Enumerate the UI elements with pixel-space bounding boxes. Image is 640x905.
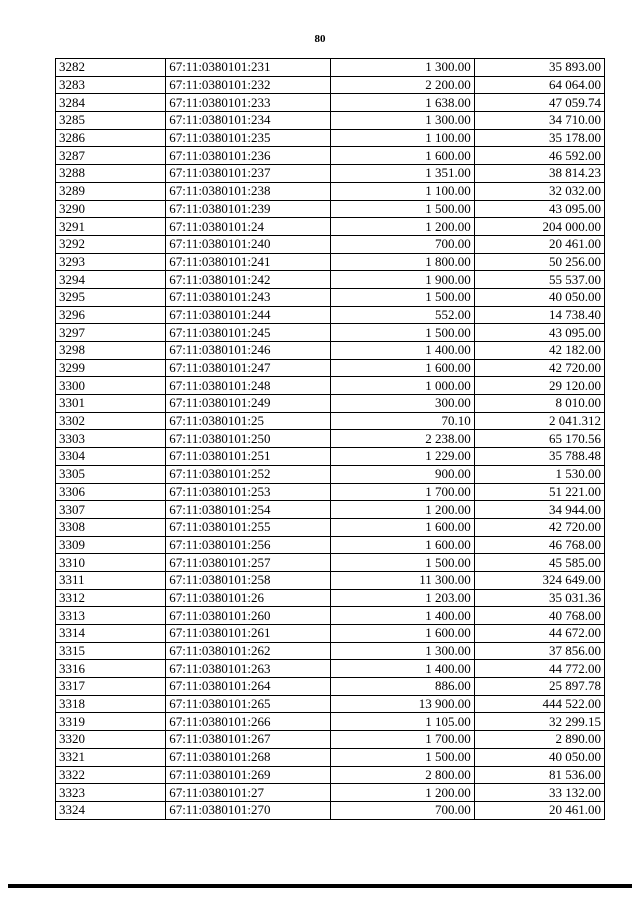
table-row	[56, 642, 605, 660]
value-cell: 2 890.00	[474, 731, 604, 749]
value-cell: 35 788.48	[474, 448, 604, 466]
row-number-cell: 3282	[56, 59, 166, 77]
table-row	[56, 76, 605, 94]
table-body	[56, 59, 605, 820]
table-row	[56, 94, 605, 112]
bottom-rule	[8, 884, 632, 888]
table-row	[56, 182, 605, 200]
value-cell: 33 132.00	[474, 784, 604, 802]
value-cell: 2 041.312	[474, 412, 604, 430]
table-row	[56, 766, 605, 784]
area-cell: 300.00	[331, 395, 474, 413]
row-number-cell: 3292	[56, 235, 166, 253]
table-row	[56, 784, 605, 802]
row-number-cell: 3294	[56, 271, 166, 289]
table-row	[56, 271, 605, 289]
area-cell: 1 600.00	[331, 536, 474, 554]
area-cell: 1 105.00	[331, 713, 474, 731]
area-cell: 1 400.00	[331, 607, 474, 625]
area-cell: 1 100.00	[331, 182, 474, 200]
value-cell: 42 720.00	[474, 359, 604, 377]
table-row	[56, 412, 605, 430]
table-row	[56, 430, 605, 448]
row-number-cell: 3315	[56, 642, 166, 660]
cadastral-number-cell: 67:11:0380101:241	[166, 253, 331, 271]
cadastral-number-cell: 67:11:0380101:256	[166, 536, 331, 554]
cadastral-number-cell: 67:11:0380101:249	[166, 395, 331, 413]
area-cell: 1 600.00	[331, 625, 474, 643]
table-row	[56, 324, 605, 342]
cadastral-number-cell: 67:11:0380101:268	[166, 748, 331, 766]
value-cell: 32 299.15	[474, 713, 604, 731]
area-cell: 552.00	[331, 306, 474, 324]
cadastral-number-cell: 67:11:0380101:234	[166, 112, 331, 130]
cadastral-number-cell: 67:11:0380101:267	[166, 731, 331, 749]
cadastral-number-cell: 67:11:0380101:246	[166, 342, 331, 360]
table-row	[56, 660, 605, 678]
row-number-cell: 3306	[56, 483, 166, 501]
row-number-cell: 3284	[56, 94, 166, 112]
area-cell: 1 700.00	[331, 483, 474, 501]
cadastral-number-cell: 67:11:0380101:252	[166, 465, 331, 483]
table-row	[56, 536, 605, 554]
value-cell: 35 031.36	[474, 589, 604, 607]
row-number-cell: 3288	[56, 165, 166, 183]
cadastral-number-cell: 67:11:0380101:240	[166, 235, 331, 253]
row-number-cell: 3307	[56, 501, 166, 519]
area-cell: 1 200.00	[331, 218, 474, 236]
area-cell: 1 600.00	[331, 359, 474, 377]
cadastral-number-cell: 67:11:0380101:24	[166, 218, 331, 236]
value-cell: 34 944.00	[474, 501, 604, 519]
table-row	[56, 377, 605, 395]
table-row	[56, 625, 605, 643]
value-cell: 40 050.00	[474, 288, 604, 306]
area-cell: 1 229.00	[331, 448, 474, 466]
row-number-cell: 3303	[56, 430, 166, 448]
area-cell: 1 500.00	[331, 748, 474, 766]
table-row	[56, 748, 605, 766]
table-row	[56, 235, 605, 253]
area-cell: 900.00	[331, 465, 474, 483]
value-cell: 20 461.00	[474, 235, 604, 253]
row-number-cell: 3287	[56, 147, 166, 165]
value-cell: 51 221.00	[474, 483, 604, 501]
cadastral-number-cell: 67:11:0380101:247	[166, 359, 331, 377]
cadastral-number-cell: 67:11:0380101:266	[166, 713, 331, 731]
table-row	[56, 483, 605, 501]
row-number-cell: 3319	[56, 713, 166, 731]
area-cell: 13 900.00	[331, 695, 474, 713]
value-cell: 81 536.00	[474, 766, 604, 784]
row-number-cell: 3297	[56, 324, 166, 342]
cadastral-number-cell: 67:11:0380101:236	[166, 147, 331, 165]
table-row	[56, 695, 605, 713]
cadastral-number-cell: 67:11:0380101:237	[166, 165, 331, 183]
cadastral-number-cell: 67:11:0380101:243	[166, 288, 331, 306]
table-row	[56, 253, 605, 271]
value-cell: 444 522.00	[474, 695, 604, 713]
area-cell: 1 351.00	[331, 165, 474, 183]
cadastral-number-cell: 67:11:0380101:233	[166, 94, 331, 112]
row-number-cell: 3312	[56, 589, 166, 607]
value-cell: 40 050.00	[474, 748, 604, 766]
row-number-cell: 3321	[56, 748, 166, 766]
cadastral-number-cell: 67:11:0380101:232	[166, 76, 331, 94]
area-cell: 1 300.00	[331, 112, 474, 130]
row-number-cell: 3309	[56, 536, 166, 554]
area-cell: 1 700.00	[331, 731, 474, 749]
cadastral-number-cell: 67:11:0380101:231	[166, 59, 331, 77]
area-cell: 2 800.00	[331, 766, 474, 784]
table-row	[56, 448, 605, 466]
cadastral-number-cell: 67:11:0380101:242	[166, 271, 331, 289]
row-number-cell: 3286	[56, 129, 166, 147]
cadastral-number-cell: 67:11:0380101:254	[166, 501, 331, 519]
value-cell: 45 585.00	[474, 554, 604, 572]
row-number-cell: 3299	[56, 359, 166, 377]
area-cell: 1 300.00	[331, 59, 474, 77]
row-number-cell: 3289	[56, 182, 166, 200]
table-row	[56, 518, 605, 536]
area-cell: 11 300.00	[331, 571, 474, 589]
area-cell: 1 000.00	[331, 377, 474, 395]
value-cell: 44 672.00	[474, 625, 604, 643]
cadastral-number-cell: 67:11:0380101:265	[166, 695, 331, 713]
value-cell: 43 095.00	[474, 324, 604, 342]
value-cell: 37 856.00	[474, 642, 604, 660]
table-row	[56, 147, 605, 165]
area-cell: 1 100.00	[331, 129, 474, 147]
area-cell: 1 500.00	[331, 324, 474, 342]
area-cell: 2 200.00	[331, 76, 474, 94]
value-cell: 1 530.00	[474, 465, 604, 483]
cadastral-number-cell: 67:11:0380101:244	[166, 306, 331, 324]
area-cell: 1 500.00	[331, 200, 474, 218]
value-cell: 25 897.78	[474, 678, 604, 696]
value-cell: 40 768.00	[474, 607, 604, 625]
table-row	[56, 112, 605, 130]
area-cell: 1 200.00	[331, 784, 474, 802]
area-cell: 1 900.00	[331, 271, 474, 289]
page-number: 80	[314, 33, 326, 45]
cadastral-number-cell: 67:11:0380101:261	[166, 625, 331, 643]
area-cell: 700.00	[331, 235, 474, 253]
cadastral-number-cell: 67:11:0380101:245	[166, 324, 331, 342]
table-row	[56, 571, 605, 589]
cadastral-number-cell: 67:11:0380101:248	[166, 377, 331, 395]
row-number-cell: 3295	[56, 288, 166, 306]
row-number-cell: 3316	[56, 660, 166, 678]
row-number-cell: 3301	[56, 395, 166, 413]
value-cell: 204 000.00	[474, 218, 604, 236]
table-row	[56, 465, 605, 483]
row-number-cell: 3311	[56, 571, 166, 589]
row-number-cell: 3313	[56, 607, 166, 625]
value-cell: 324 649.00	[474, 571, 604, 589]
value-cell: 35 178.00	[474, 129, 604, 147]
cadastral-number-cell: 67:11:0380101:264	[166, 678, 331, 696]
table-row	[56, 165, 605, 183]
value-cell: 42 720.00	[474, 518, 604, 536]
value-cell: 29 120.00	[474, 377, 604, 395]
area-cell: 1 800.00	[331, 253, 474, 271]
area-cell: 1 300.00	[331, 642, 474, 660]
table-row	[56, 342, 605, 360]
cadastral-number-cell: 67:11:0380101:250	[166, 430, 331, 448]
row-number-cell: 3305	[56, 465, 166, 483]
row-number-cell: 3318	[56, 695, 166, 713]
cadastral-number-cell: 67:11:0380101:238	[166, 182, 331, 200]
cadastral-number-cell: 67:11:0380101:269	[166, 766, 331, 784]
area-cell: 1 600.00	[331, 147, 474, 165]
value-cell: 65 170.56	[474, 430, 604, 448]
row-number-cell: 3308	[56, 518, 166, 536]
table-row	[56, 731, 605, 749]
area-cell: 1 400.00	[331, 342, 474, 360]
value-cell: 32 032.00	[474, 182, 604, 200]
value-cell: 34 710.00	[474, 112, 604, 130]
row-number-cell: 3290	[56, 200, 166, 218]
value-cell: 42 182.00	[474, 342, 604, 360]
value-cell: 64 064.00	[474, 76, 604, 94]
row-number-cell: 3314	[56, 625, 166, 643]
area-cell: 1 600.00	[331, 518, 474, 536]
cadastral-number-cell: 67:11:0380101:270	[166, 801, 331, 819]
table-row	[56, 501, 605, 519]
area-cell: 1 500.00	[331, 554, 474, 572]
table-row	[56, 129, 605, 147]
table-row	[56, 59, 605, 77]
row-number-cell: 3293	[56, 253, 166, 271]
cadastral-number-cell: 67:11:0380101:257	[166, 554, 331, 572]
area-cell: 70.10	[331, 412, 474, 430]
cadastral-number-cell: 67:11:0380101:253	[166, 483, 331, 501]
table-row	[56, 678, 605, 696]
cadastral-table	[55, 58, 605, 820]
value-cell: 38 814.23	[474, 165, 604, 183]
row-number-cell: 3291	[56, 218, 166, 236]
cadastral-number-cell: 67:11:0380101:263	[166, 660, 331, 678]
row-number-cell: 3298	[56, 342, 166, 360]
area-cell: 886.00	[331, 678, 474, 696]
value-cell: 47 059.74	[474, 94, 604, 112]
table-row	[56, 288, 605, 306]
row-number-cell: 3320	[56, 731, 166, 749]
row-number-cell: 3324	[56, 801, 166, 819]
table-row	[56, 554, 605, 572]
cadastral-number-cell: 67:11:0380101:251	[166, 448, 331, 466]
cadastral-number-cell: 67:11:0380101:26	[166, 589, 331, 607]
row-number-cell: 3304	[56, 448, 166, 466]
table-row	[56, 395, 605, 413]
value-cell: 14 738.40	[474, 306, 604, 324]
cadastral-number-cell: 67:11:0380101:258	[166, 571, 331, 589]
area-cell: 1 400.00	[331, 660, 474, 678]
cadastral-number-cell: 67:11:0380101:255	[166, 518, 331, 536]
value-cell: 50 256.00	[474, 253, 604, 271]
table-row	[56, 200, 605, 218]
table-row	[56, 306, 605, 324]
area-cell: 1 500.00	[331, 288, 474, 306]
row-number-cell: 3302	[56, 412, 166, 430]
table-row	[56, 801, 605, 819]
row-number-cell: 3323	[56, 784, 166, 802]
row-number-cell: 3285	[56, 112, 166, 130]
table-row	[56, 589, 605, 607]
value-cell: 46 768.00	[474, 536, 604, 554]
area-cell: 2 238.00	[331, 430, 474, 448]
area-cell: 1 203.00	[331, 589, 474, 607]
cadastral-number-cell: 67:11:0380101:235	[166, 129, 331, 147]
table-row	[56, 218, 605, 236]
table-row	[56, 713, 605, 731]
value-cell: 35 893.00	[474, 59, 604, 77]
value-cell: 46 592.00	[474, 147, 604, 165]
table-row	[56, 359, 605, 377]
cadastral-number-cell: 67:11:0380101:25	[166, 412, 331, 430]
cadastral-number-cell: 67:11:0380101:239	[166, 200, 331, 218]
value-cell: 20 461.00	[474, 801, 604, 819]
row-number-cell: 3317	[56, 678, 166, 696]
value-cell: 43 095.00	[474, 200, 604, 218]
row-number-cell: 3310	[56, 554, 166, 572]
value-cell: 8 010.00	[474, 395, 604, 413]
cadastral-number-cell: 67:11:0380101:260	[166, 607, 331, 625]
row-number-cell: 3300	[56, 377, 166, 395]
area-cell: 1 638.00	[331, 94, 474, 112]
row-number-cell: 3322	[56, 766, 166, 784]
area-cell: 700.00	[331, 801, 474, 819]
value-cell: 44 772.00	[474, 660, 604, 678]
area-cell: 1 200.00	[331, 501, 474, 519]
row-number-cell: 3296	[56, 306, 166, 324]
cadastral-number-cell: 67:11:0380101:262	[166, 642, 331, 660]
row-number-cell: 3283	[56, 76, 166, 94]
cadastral-number-cell: 67:11:0380101:27	[166, 784, 331, 802]
value-cell: 55 537.00	[474, 271, 604, 289]
table-row	[56, 607, 605, 625]
